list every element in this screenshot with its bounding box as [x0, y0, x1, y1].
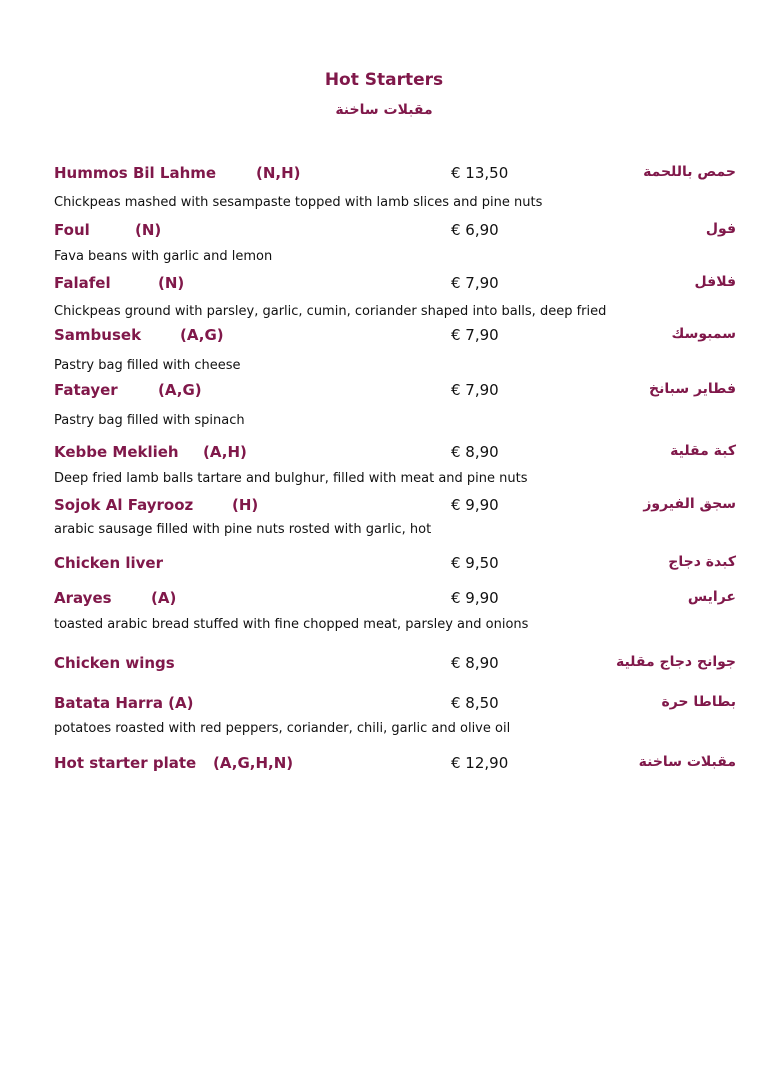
item-allergens: (A,G,H,N): [213, 754, 294, 772]
item-price: € 9,50: [451, 554, 499, 572]
item-arabic-name: حمص باللحمة: [643, 164, 736, 180]
item-price: € 12,90: [451, 754, 509, 772]
item-name: Foul: [54, 221, 90, 239]
item-arabic-name: فطاير سبانخ: [649, 381, 736, 397]
item-price: € 8,90: [451, 443, 499, 461]
page-title: Hot Starters: [324, 70, 444, 90]
item-arabic-name: فول: [705, 221, 736, 237]
item-allergens: (H): [232, 496, 259, 514]
item-allergens: (N,H): [256, 164, 301, 182]
item-price: € 8,50: [451, 694, 499, 712]
item-arabic-name: كبدة دجاج: [668, 554, 736, 570]
item-arabic-name: بطاطا حرة: [661, 694, 736, 710]
item-name: Hummos Bil Lahme: [54, 164, 217, 182]
item-price: € 6,90: [451, 221, 499, 239]
item-name: Fatayer: [54, 381, 118, 399]
item-description: Deep fried lamb balls tartare and bulghur, filled with meat and pine nuts: [54, 471, 528, 486]
item-description: Pastry bag filled with cheese: [54, 358, 241, 373]
item-price: € 13,50: [451, 164, 509, 182]
item-arabic-name: فلافل: [694, 274, 736, 290]
item-price: € 7,90: [451, 326, 499, 344]
item-price: € 9,90: [451, 589, 499, 607]
item-name: Arayes: [54, 589, 112, 607]
item-arabic-name: سمبوسك: [671, 326, 736, 342]
item-price: € 9,90: [451, 496, 499, 514]
item-description: toasted arabic bread stuffed with fine chopped meat, parsley and onions: [54, 617, 529, 632]
item-name: Chicken liver: [54, 554, 163, 572]
item-description: Chickpeas ground with parsley, garlic, cumin, coriander shaped into balls, deep fried: [54, 304, 607, 319]
item-allergens: (A,H): [203, 443, 247, 461]
item-name: Batata Harra (A): [54, 694, 194, 712]
item-name: Kebbe Meklieh: [54, 443, 179, 461]
item-allergens: (A): [151, 589, 177, 607]
item-arabic-name: سجق الفيروز: [643, 496, 736, 512]
item-name: Hot starter plate: [54, 754, 197, 772]
item-name: Sambusek: [54, 326, 142, 344]
item-arabic-name: عرايس: [687, 589, 736, 605]
item-allergens: (N): [158, 274, 185, 292]
item-arabic-name: جوانح دجاج مقلية: [615, 654, 736, 670]
item-price: € 8,90: [451, 654, 499, 672]
item-price: € 7,90: [451, 274, 499, 292]
item-description: Fava beans with garlic and lemon: [54, 249, 273, 264]
item-description: arabic sausage filled with pine nuts rosted with garlic, hot: [54, 522, 432, 537]
item-description: Chickpeas mashed with sesampaste topped with lamb slices and pine nuts: [54, 195, 543, 210]
page-subtitle-arabic: مقبلات ساخنة: [335, 102, 433, 118]
item-allergens: (A,G): [180, 326, 224, 344]
item-price: € 7,90: [451, 381, 499, 399]
item-arabic-name: مقبلات ساخنة: [638, 754, 736, 770]
item-description: Pastry bag filled with spinach: [54, 413, 245, 428]
item-arabic-name: كبة مقلية: [670, 443, 736, 459]
item-name: Falafel: [54, 274, 111, 292]
item-name: Sojok Al Fayrooz: [54, 496, 194, 514]
item-allergens: (N): [135, 221, 162, 239]
item-name: Chicken wings: [54, 654, 175, 672]
item-description: potatoes roasted with red peppers, coriander, chili, garlic and olive oil: [54, 721, 511, 736]
item-allergens: (A,G): [158, 381, 202, 399]
